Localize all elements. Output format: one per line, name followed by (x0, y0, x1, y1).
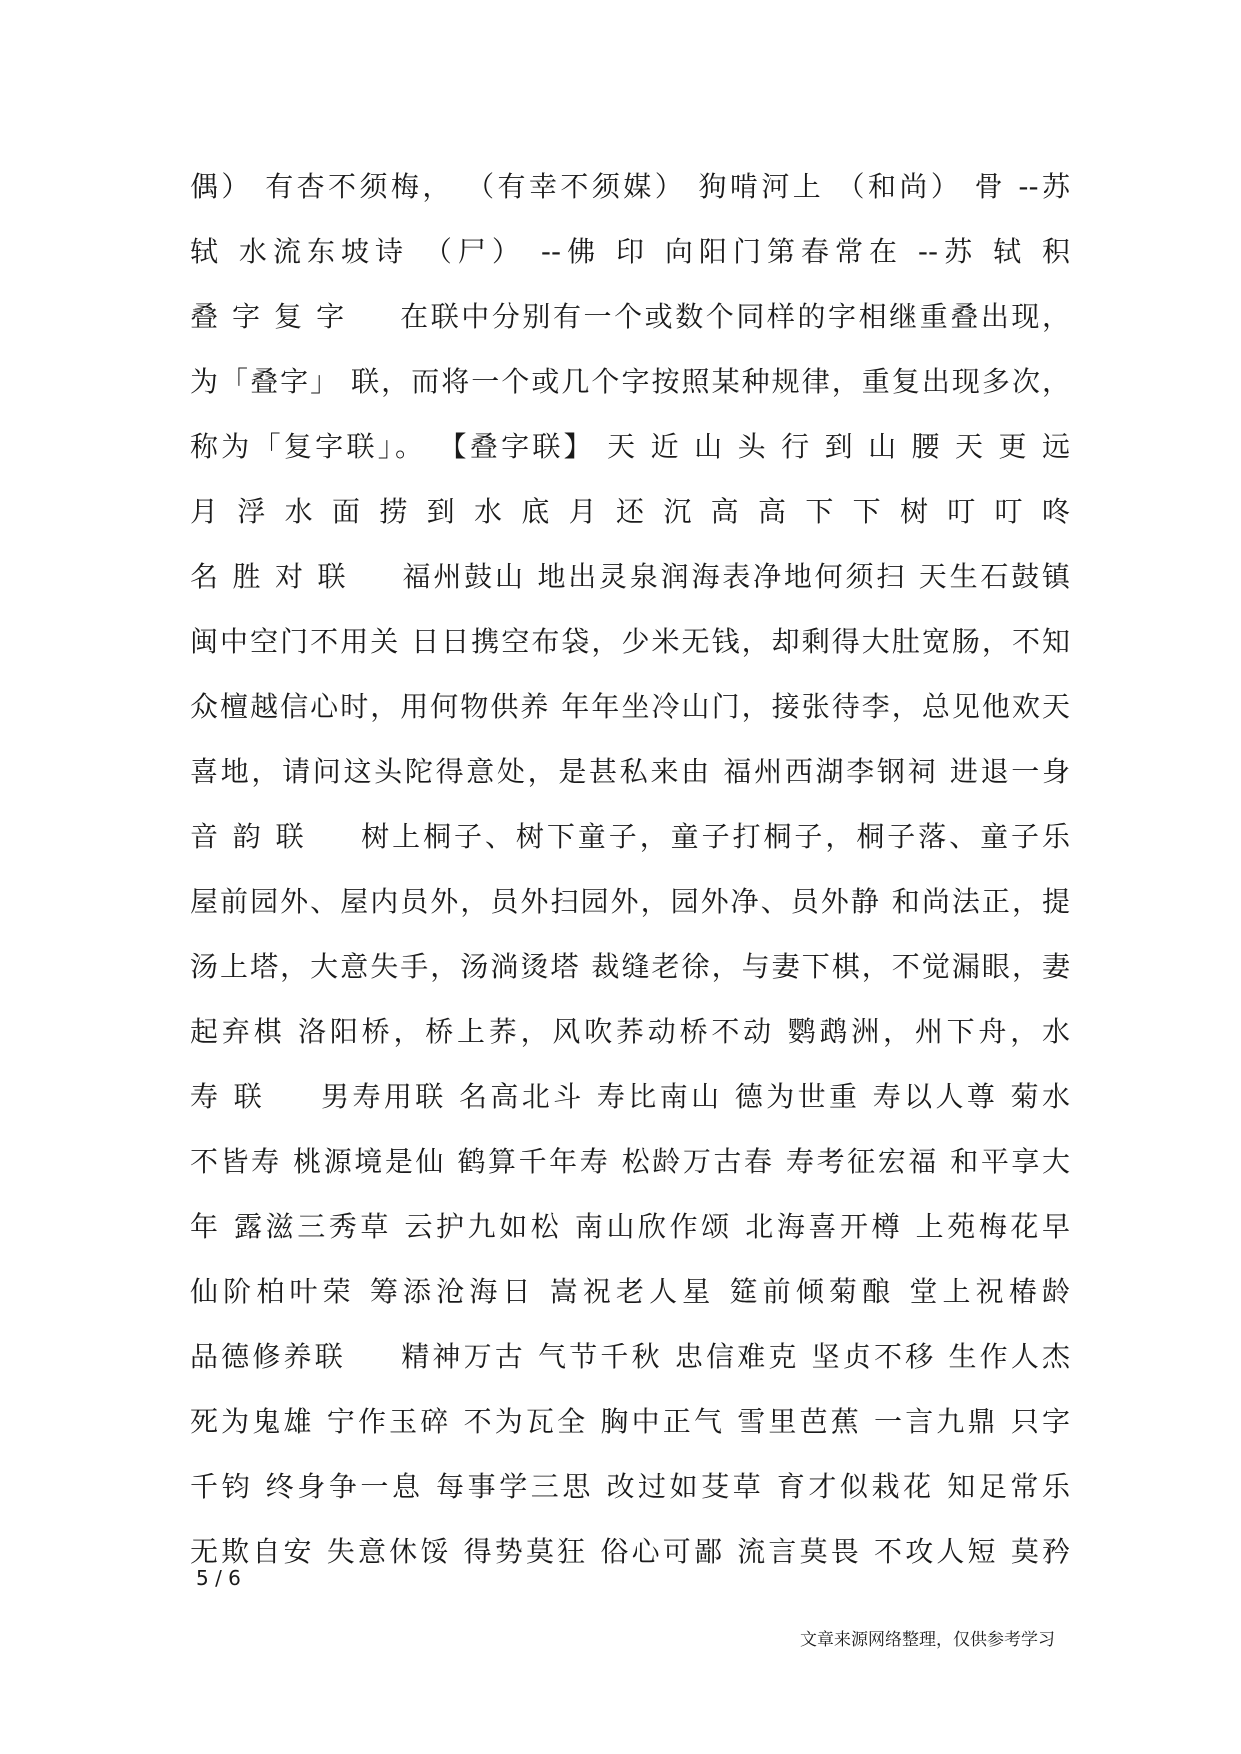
text-line: 闽中空门不用关 日日携空布袋，少米无钱，却剩得大肚宽肠，不知 (190, 625, 1070, 658)
text-line: 喜地，请问这头陀得意处，是甚私来由 福州西湖李钢祠 进退一身 (190, 755, 1070, 788)
text-line: 年 露滋三秀草 云护九如松 南山欣作颂 北海喜开樽 上苑梅花早 (190, 1210, 1070, 1243)
text-line: 音 韵 联 树上桐子、树下童子，童子打桐子，桐子落、童子乐 (190, 820, 1070, 853)
page-number: 5 / 6 (196, 1566, 241, 1590)
text-line: 汤上塔，大意失手，汤淌烫塔 裁缝老徐，与妻下棋，不觉漏眼，妻 (190, 950, 1070, 983)
text-line: 屋前园外、屋内员外，员外扫园外，园外净、员外静 和尚法正，提 (190, 885, 1070, 918)
text-line: 起弃棋 洛阳桥，桥上荞，风吹荞动桥不动 鹦鹉洲，州下舟，水 (190, 1015, 1070, 1048)
text-line: 仙阶柏叶荣 筹添沧海日 嵩祝老人星 筵前倾菊酿 堂上祝椿龄 (190, 1275, 1070, 1308)
text-line: 名 胜 对 联 福州鼓山 地出灵泉润海表净地何须扫 天生石鼓镇 (190, 560, 1070, 593)
text-line: 轼 水流东坡诗 （尸） --佛 印 向阳门第春常在 --苏 轼 积 (190, 235, 1070, 268)
text-line: 为「叠字」 联，而将一个或几个字按照某种规律，重复出现多次， (190, 365, 1070, 398)
text-line: 众檀越信心时，用何物供养 年年坐冷山门，接张待李，总见他欢天 (190, 690, 1070, 723)
text-line: 品德修养联 精神万古 气节千秋 忠信难克 坚贞不移 生作人杰 (190, 1340, 1070, 1373)
text-line: 称为「复字联」。 【叠字联】 天 近 山 头 行 到 山 腰 天 更 远 (190, 430, 1070, 463)
text-line: 无欺自安 失意休馁 得势莫狂 俗心可鄙 流言莫畏 不攻人短 莫矜 (190, 1535, 1070, 1568)
text-line: 千钧 终身争一息 每事学三思 改过如芟草 育才似栽花 知足常乐 (190, 1470, 1070, 1503)
body-text (190, 154, 1070, 1584)
text-line: 叠 字 复 字 在联中分别有一个或数个同样的字相继重叠出现， (190, 300, 1070, 333)
text-line: 月 浮 水 面 捞 到 水 底 月 还 沉 高 高 下 下 树 叮 叮 咚 (190, 495, 1070, 528)
text-line: 偶） 有杏不须梅， （有幸不须媒） 狗啃河上 （和尚） 骨 --苏 (190, 170, 1070, 203)
text-line: 寿 联 男寿用联 名高北斗 寿比南山 德为世重 寿以人尊 菊水 (190, 1080, 1070, 1113)
footer-note: 文章来源网络整理，仅供参考学习 (800, 1630, 1055, 1650)
text-line: 不皆寿 桃源境是仙 鹤算千年寿 松龄万古春 寿考征宏福 和平享大 (190, 1145, 1070, 1178)
text-line: 死为鬼雄 宁作玉碎 不为瓦全 胸中正气 雪里芭蕉 一言九鼎 只字 (190, 1405, 1070, 1438)
